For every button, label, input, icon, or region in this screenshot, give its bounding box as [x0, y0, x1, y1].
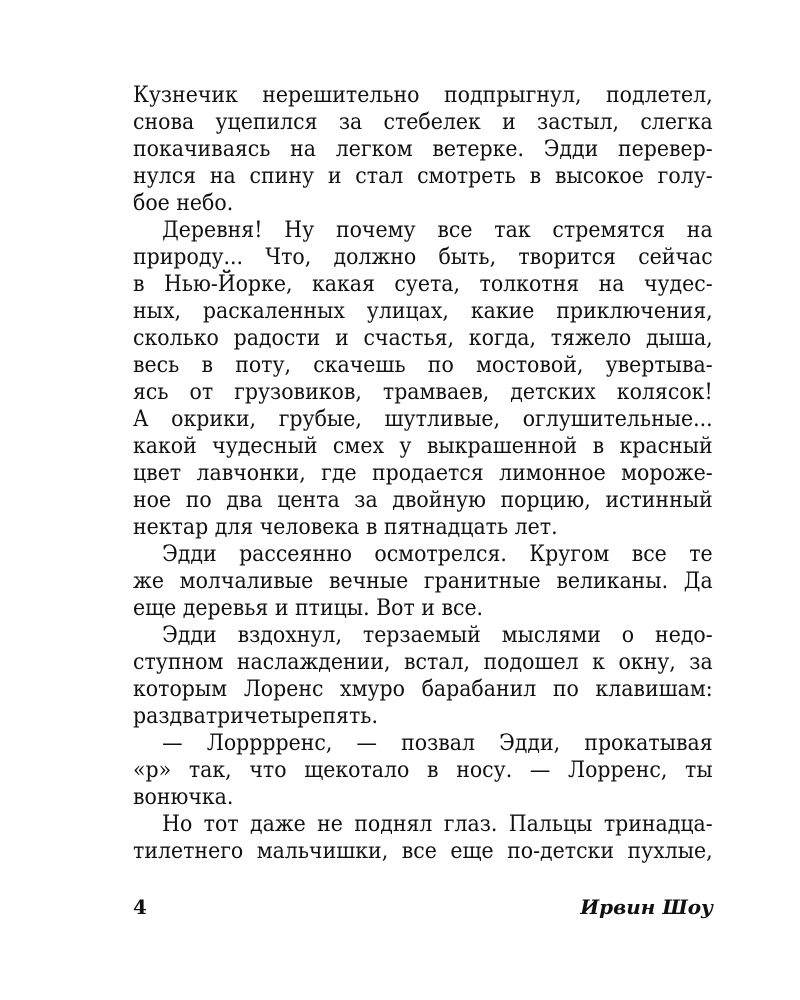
body-text — [133, 82, 713, 865]
text-line: ное по два цента за двойную порцию, истинный — [133, 487, 713, 513]
text-line: тилетнего мальчишки, все еще по-детски пухлые, — [133, 838, 713, 864]
text-line: Эдди вздохнул, терзаемый мыслями о недо- — [162, 622, 713, 648]
text-line: покачиваясь на легком ветерке. Эдди перевер- — [133, 136, 713, 162]
text-line: ясь от грузовиков, трамваев, детских колясок! — [133, 379, 713, 405]
text-line: бое небо. — [133, 190, 234, 216]
text-line: нулся на спину и стал смотреть в высокое голу- — [133, 163, 713, 189]
text-line: природу... Что, должно быть, творится сейчас — [133, 244, 713, 270]
text-line: А окрики, грубые, шутливые, оглушительные... — [133, 406, 713, 432]
page-footer — [133, 892, 713, 922]
text-line: сколько радости и счастья, когда, тяжело дыша, — [133, 325, 713, 351]
text-line: цвет лавчонки, где продается лимонное мороже- — [133, 460, 713, 486]
text-line: снова уцепился за стебелек и застыл, слегка — [133, 109, 713, 135]
text-line: раздватричетырепять. — [133, 703, 378, 729]
text-line: весь в поту, скачешь по мостовой, увертыва- — [133, 352, 713, 378]
text-line: Эдди рассеянно осмотрелся. Кругом все те — [162, 541, 713, 567]
text-line: ных, раскаленных улицах, какие приключения, — [133, 298, 713, 324]
text-line: ступном наслаждении, встал, подошел к окну, за — [133, 649, 713, 675]
text-line: вонючка. — [133, 784, 234, 810]
page-number: 4 — [133, 895, 147, 919]
text-line: какой чудесный смех у выкрашенной в красный — [133, 433, 713, 459]
text-line: Кузнечик нерешительно подпрыгнул, подлетел, — [133, 82, 713, 108]
text-line: же молчаливые вечные гранитные великаны. Да — [133, 568, 713, 594]
text-line: в Нью-Йорке, какая суета, толкотня на чудес- — [133, 271, 713, 297]
text-line: Но тот даже не поднял глаз. Пальцы тринадца- — [162, 811, 713, 837]
text-line: еще деревья и птицы. Вот и все. — [133, 595, 484, 621]
text-line: нектар для человека в пятнадцать лет. — [133, 514, 558, 540]
text-line: которым Лоренс хмуро барабанил по клавишам: — [133, 676, 713, 702]
text-line: Деревня! Ну почему все так стремятся на — [162, 217, 713, 243]
text-line: «р» так, что щекотало в носу. — Лорренс, ты — [133, 757, 713, 783]
running-author: Ирвин Шоу — [580, 895, 713, 919]
text-line: — Лорррренс, — позвал Эдди, прокатывая — [162, 730, 713, 756]
